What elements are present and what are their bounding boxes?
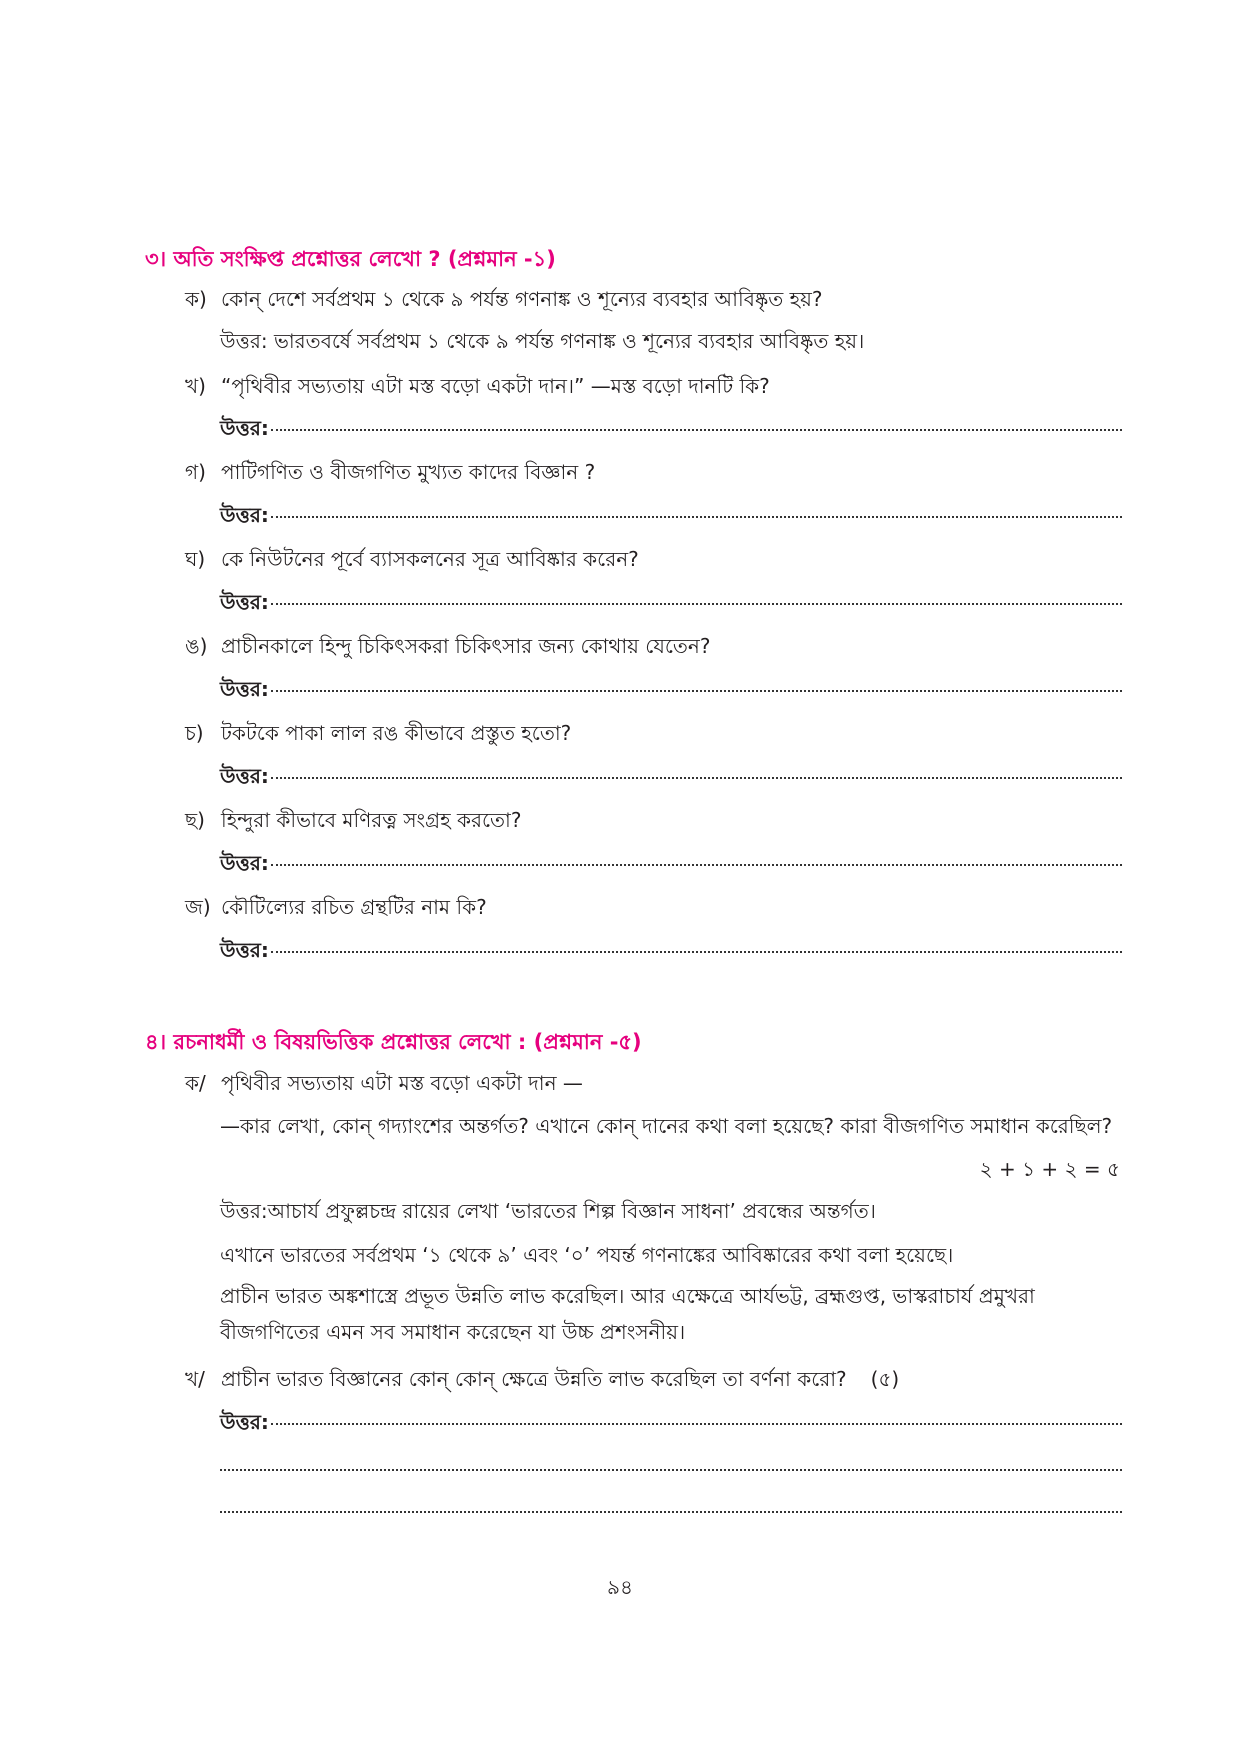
question-3-uma bbox=[185, 632, 711, 665]
answer-4-ka-1: উত্তর:আচার্য প্রফুল্লচন্দ্র রায়ের লেখা ‘ভারতের শিল্প বিজ্ঞান সাধনা’ প্রবন্ধের অন্তর্গত। bbox=[220, 1199, 876, 1223]
answer-line[interactable] bbox=[220, 414, 1122, 447]
question-3-ka bbox=[185, 285, 823, 318]
question-label: ছ) bbox=[185, 808, 205, 832]
answer-label: উত্তর: bbox=[220, 677, 269, 701]
dotted-line bbox=[271, 776, 1122, 779]
question-4-ka bbox=[185, 1069, 583, 1102]
dotted-line bbox=[271, 428, 1122, 431]
question-text: “পৃথিবীর সভ্যতায় এটা মস্ত বড়ো একটা দান।” —মস্ত বড়ো দানটি কি? bbox=[221, 374, 770, 398]
question-text: পাটিগণিত ও বীজগণিত মুখ্যত কাদের বিজ্ঞান ? bbox=[221, 460, 596, 484]
dotted-line bbox=[271, 950, 1122, 953]
answer-4-ka-3: প্রাচীন ভারত অঙ্কশাস্ত্রে প্রভূত উন্নতি লাভ করেছিল। আর এক্ষেত্রে আর্যভট্ট, ব্রহ্মগুপ্ত, ভাস্করাচার্য প্রমুখরা বীজগণিতের এমন সব সমাধান করেছেন যা উচ্চ প্রশংসনীয়। bbox=[220, 1284, 1035, 1344]
answer-label: উত্তর: bbox=[220, 416, 269, 440]
question-text: প্রাচীন ভারত বিজ্ঞানের কোন্ কোন্ ক্ষেত্রে উন্নতি লাভ করেছিল তা বর্ণনা করো? bbox=[221, 1367, 847, 1391]
question-label: জ) bbox=[185, 895, 211, 919]
question-label: চ) bbox=[185, 721, 204, 745]
question-3-gha bbox=[185, 545, 639, 578]
question-3-ja bbox=[185, 893, 487, 926]
question-text: কৌটিল্যের রচিত গ্রন্থটির নাম কি? bbox=[221, 895, 487, 919]
answer-line[interactable] bbox=[220, 849, 1122, 882]
question-label: ঘ) bbox=[185, 547, 206, 571]
dotted-line bbox=[271, 515, 1122, 518]
question-3-cha bbox=[185, 719, 571, 752]
question-label: ক/ bbox=[185, 1071, 206, 1095]
marks-breakdown: ২ + ১ + ২ = ৫ bbox=[979, 1157, 1120, 1181]
question-3-kha bbox=[185, 372, 770, 405]
question-text: পৃথিবীর সভ্যতায় এটা মস্ত বড়ো একটা দান — bbox=[221, 1071, 583, 1095]
dotted-line bbox=[271, 689, 1122, 692]
dotted-answer-line[interactable] bbox=[220, 1510, 1122, 1513]
question-text: টকটকে পাকা লাল রঙ কীভাবে প্রস্তুত হতো? bbox=[221, 721, 572, 745]
question-text: কে নিউটনের পূর্বে ব্যাসকলনের সূত্র আবিষ্কার করেন? bbox=[221, 547, 639, 571]
question-label: গ) bbox=[185, 460, 206, 484]
section-4-heading: ৪। রচনাধর্মী ও বিষয়ভিত্তিক প্রশ্নোত্তর লেখো : (প্রশ্নমান -৫) bbox=[145, 1030, 642, 1054]
dotted-line bbox=[271, 863, 1122, 866]
answer-line[interactable] bbox=[220, 936, 1122, 969]
question-3-chha bbox=[185, 806, 521, 839]
answer-line[interactable] bbox=[220, 1408, 1122, 1441]
dotted-line bbox=[271, 602, 1122, 605]
section-3-heading: ৩। অতি সংক্ষিপ্ত প্রশ্নোত্তর লেখো ? (প্রশ্নমান -১) bbox=[145, 247, 556, 271]
answer-label: উত্তর: bbox=[220, 590, 269, 614]
answer-line[interactable] bbox=[220, 762, 1122, 795]
question-text: প্রাচীনকালে হিন্দু চিকিৎসকরা চিকিৎসার জন্য কোথায় যেতেন? bbox=[221, 634, 711, 658]
question-label: খ/ bbox=[185, 1367, 205, 1391]
page-number: ৯৪ bbox=[607, 1575, 633, 1599]
question-text: কোন্ দেশে সর্বপ্রথম ১ থেকে ৯ পর্যন্ত গণনাঙ্ক ও শূন্যের ব্যবহার আবিষ্কৃত হয়? bbox=[221, 287, 823, 311]
answer-line[interactable] bbox=[220, 588, 1122, 621]
dotted-answer-line[interactable] bbox=[220, 1468, 1122, 1471]
dotted-line bbox=[271, 1422, 1122, 1425]
answer-label: উত্তর: bbox=[220, 503, 269, 527]
answer-label: উত্তর: bbox=[220, 938, 269, 962]
question-3-ga bbox=[185, 458, 595, 491]
question-4-kha bbox=[185, 1365, 899, 1398]
question-4-ka-subtext: —কার লেখা, কোন্ গদ্যাংশের অন্তর্গত? এখানে কোন্ দানের কথা বলা হয়েছে? কারা বীজগণিত সমাধান করেছিল? bbox=[220, 1114, 1113, 1138]
answer-label: উত্তর: bbox=[220, 1410, 269, 1434]
answer-line[interactable] bbox=[220, 501, 1122, 534]
question-label: খ) bbox=[185, 374, 206, 398]
question-label: ক) bbox=[185, 287, 207, 311]
answer-4-ka-2: এখানে ভারতের সর্বপ্রথম ‘১ থেকে ৯’ এবং ‘০’ পযর্ন্ত গণনাঙ্কের আবিষ্কারের কথা বলা হয়েছে। bbox=[220, 1243, 954, 1267]
question-text: হিন্দুরা কীভাবে মণিরত্ন সংগ্রহ করতো? bbox=[221, 808, 522, 832]
answer-label: উত্তর: bbox=[220, 851, 269, 875]
question-label: ঙ) bbox=[185, 634, 208, 658]
answer-line[interactable] bbox=[220, 675, 1122, 708]
question-marks: (৫) bbox=[870, 1367, 900, 1391]
answer-label: উত্তর: bbox=[220, 764, 269, 788]
answer-3-ka: উত্তর: ভারতবর্ষে সর্বপ্রথম ১ থেকে ৯ পর্যন্ত গণনাঙ্ক ও শূন্যের ব্যবহার আবিষ্কৃত হয়। bbox=[220, 329, 865, 353]
